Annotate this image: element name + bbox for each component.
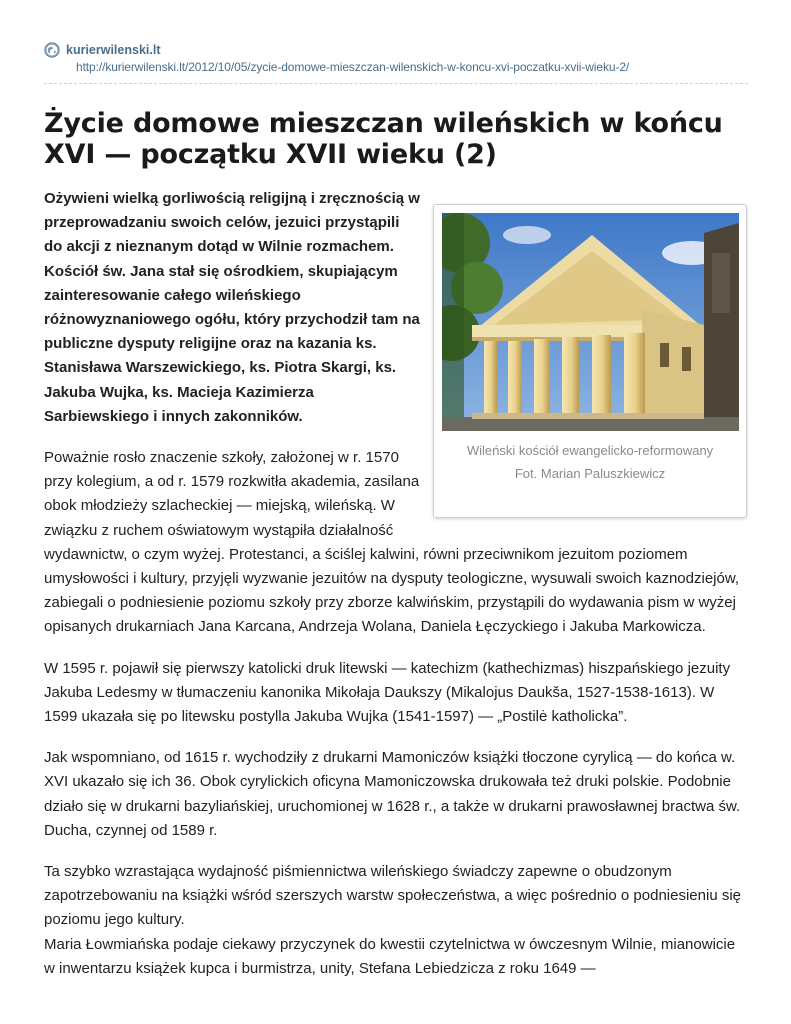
page-header [44, 40, 748, 74]
figure-caption [442, 439, 738, 485]
body-paragraph: Jak wspomniano, od 1615 r. wychodziły z drukarni Mamoniczów książki tłoczone cyrylicą — do końca w. XVI ukazało się ich 36. Obok cyrylickich oficyna Mamoniczowska drukowała też druki polskie. Podobnie działo się w drukarni bazyliańskiej, uruchomionej w 1628 r., a także w drukarni prawosławnej bractwa św. Ducha, czynnej od 1589 r. [44, 749, 741, 839]
header-divider [44, 83, 748, 84]
body-paragraph: Poważnie rosło znaczenie szkoły, założonej w r. 1570 przy kolegium, a od r. 1579 rozkwitła akademia, zasilana obok młodzieży szlacheckiej — miejską, wileńską. W związku z ruchem oświatowym wystąpiła działalność wydawnictw, o czym wyżej. Protestanci, a ściślej kalwini, równi przeciwnikom jezuitom poziomem umysłowości i kultury, przyjęli wyzwanie jezuitów na dysputy teologiczne, wysuwali swoich kaznodziejów, zabiegali o podniesienie poziomu szkoły przy zborze kalwińskim, przystąpili do wydawania pism w wyżej opisanych drukarniach Jana Karcana, Andrzeja Wolana, Daniela Łęczyckiego i Jakuba Markowicza. [44, 449, 740, 636]
source-url-link[interactable]: http://kurierwilenski.lt/2012/10/05/zycie-domowe-mieszczan-wilenskich-w-koncu-xvi-poczatku-xvii-wieku-2/ [76, 60, 630, 74]
body-paragraph: Ta szybko wzrastająca wydajność piśmiennictwa wileńskiego świadczy zapewne o obudzonym zapotrzebowaniu na książki wśród szerszych warstw społeczeństwa, a więc pośrednio o podniesieniu się poziomu jego kultury. [44, 863, 742, 929]
article-title: Życie domowe mieszczan wileńskich w końcu XVI — początku XVII wieku (2) [44, 108, 723, 170]
article-body [44, 187, 749, 998]
article-figure [433, 204, 747, 518]
site-name[interactable]: kurierwilenski.lt [66, 43, 161, 57]
church-photo [442, 213, 739, 431]
lead-paragraph: Ożywieni wielką gorliwością religijną i zręcznością w przeprowadzaniu swoich celów, jezuici przystąpili do akcji z nieznanym dotąd w Wilnie rozmachem. Kościół św. Jana stał się ośrodkiem, skupiającym zainteresowanie całego wileńskiego różnowyznaniowego ogółu, który przychodził tam na publiczne dysputy religijne oraz na kazania ks. Stanisława Warszewickiego, ks. Piotra Skargi, ks. Jakuba Wujka, ks. Macieja Kazimierza Sarbiewskiego i innych zakonników. [44, 190, 420, 425]
body-paragraph: W 1595 r. pojawił się pierwszy katolicki druk litewski — katechizm (kathechizmas) hiszpańskiego jezuity Jakuba Ledesmy w tłumaczeniu kanonika Mikołaja Daukszy (Mikalojus Daukša, 1527-1538-1613). W 1599 ukazała się po litewsku postylla Jakuba Wujka (1541-1597) — „Postilė katholicka”. [44, 659, 731, 726]
site-row [44, 40, 748, 60]
globe-icon [44, 42, 60, 58]
caption-title: Wileński kościół ewangelicko-reformowany [466, 443, 714, 458]
caption-credit: Fot. Marian Paluszkiewicz [514, 466, 666, 481]
body-paragraph: Maria Łowmiańska podaje ciekawy przyczynek do kwestii czytelnictwa w ówczesnym Wilnie, mianowicie w inwentarzu książek kupca i burmistrza, unity, Stefana Lebiedzicza z roku 1649 — [44, 935, 736, 977]
